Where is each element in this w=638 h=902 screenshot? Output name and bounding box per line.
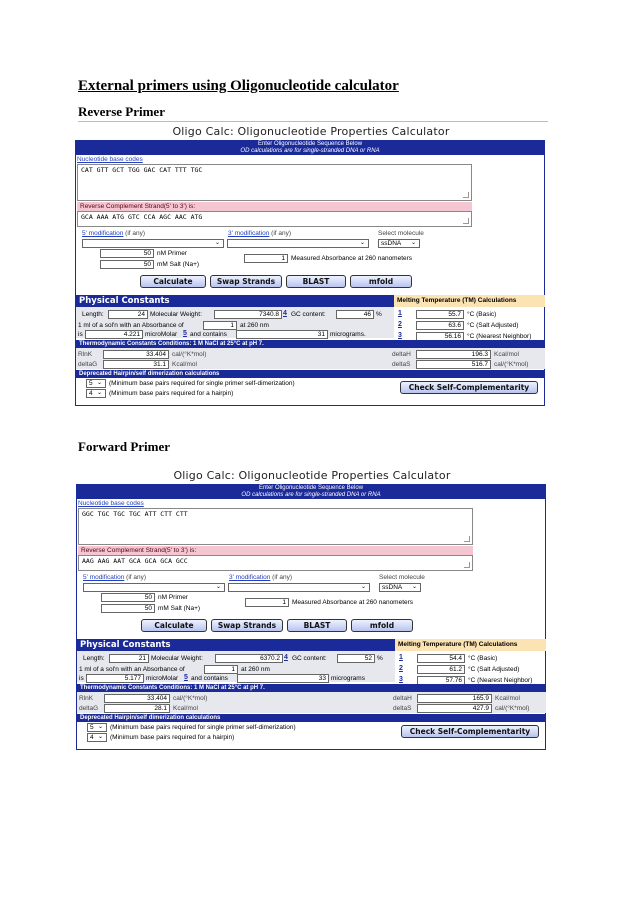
molecule-select[interactable] [379, 583, 421, 592]
primer-concentration-input[interactable]: 50 [100, 249, 154, 258]
hairpin-header: Deprecated Hairpin/self dimerization calculations [76, 370, 545, 378]
melting-temperature-header: Melting Temperature (TM) Calculations [395, 639, 546, 651]
tm-label: °C (Basic) [468, 655, 498, 662]
three-prime-modification-select[interactable] [227, 239, 369, 248]
molecule-value: ssDNA [381, 240, 402, 247]
micrograms-value: 31 [236, 330, 328, 339]
tm-note-link[interactable]: 1 [399, 654, 403, 661]
tm-value: 57.76 [417, 676, 465, 685]
micromolar-label: microMolar [145, 331, 178, 338]
sequence-input[interactable]: CAT GTT GCT TGG GAC CAT TTT TGC [77, 164, 472, 201]
five-prime-modification-link[interactable]: 5' modification [82, 230, 124, 237]
chevron-down-icon: ⌄ [96, 380, 102, 386]
note-5-link[interactable]: 5 [184, 674, 188, 681]
and-contains-label: and contains [190, 331, 227, 338]
enter-line-2: OD calculations are for single-stranded DNA or RNA [240, 148, 380, 154]
if-any-5: (if any) [126, 574, 147, 581]
primer-unit-label: nM Primer [157, 250, 187, 257]
chevron-down-icon: ⌄ [214, 240, 220, 246]
note-5-link[interactable]: 5 [183, 330, 187, 337]
min-self-dimer-select[interactable] [86, 379, 106, 388]
deltas-value: 427.9 [417, 704, 492, 713]
tm-value: 55.7 [416, 310, 464, 319]
section-divider [78, 121, 548, 122]
sequence-input[interactable]: GGC TGC TGC TGC ATT CTT CTT [78, 508, 473, 545]
reverse-complement-label: Reverse Complement Strand(5' to 3') is: [77, 202, 472, 211]
note-4-link[interactable]: 4 [283, 310, 287, 317]
deltag-unit: Kcal/mol [173, 705, 198, 712]
tm-label: °C (Basic) [467, 311, 497, 318]
check-self-complementarity-button[interactable]: Check Self-Complementarity [401, 725, 539, 738]
tm-value: 54.4 [417, 654, 465, 663]
deltas-label: deltaS [392, 361, 411, 368]
if-any-5: (if any) [125, 230, 146, 237]
nucleotide-base-codes-link[interactable]: Nucleotide base codes [77, 156, 143, 163]
chevron-down-icon: ⌄ [96, 390, 102, 396]
chevron-down-icon: ⌄ [215, 584, 221, 590]
min-hairpin-value: 4 [89, 390, 93, 397]
micromolar-value: 5.177 [86, 674, 144, 683]
tm-note-link[interactable]: 3 [399, 676, 403, 683]
gc-content-value: 46 [336, 310, 374, 319]
molecule-select[interactable] [378, 239, 420, 248]
molecular-weight-value: 6370.2 [215, 654, 283, 663]
absorbance-sentence-label: 1 ml of a sol'n with an Absorbance of [79, 666, 185, 673]
tm-value: 56.16 [416, 332, 464, 341]
at-260-label: at 260 nm [241, 666, 270, 673]
rlnk-label: RlnK [79, 695, 94, 702]
calculator-frame [76, 484, 546, 750]
rlnk-unit: cal/(°K*mol) [172, 351, 207, 358]
molecular-weight-label: Molecular Weight: [150, 311, 202, 318]
min-hairpin-select[interactable] [87, 733, 107, 742]
tm-label: °C (Salt Adjusted) [467, 322, 519, 329]
enter-line-1: Enter Oligonucleotide Sequence Below [258, 485, 364, 491]
micrograms-value: 33 [237, 674, 329, 683]
salt-unit-label: mM Salt (Na+) [158, 605, 201, 612]
calculate-button[interactable]: Calculate [141, 619, 207, 632]
min-self-value: 5 [90, 724, 94, 731]
salt-concentration-input[interactable]: 50 [100, 260, 154, 269]
tm-note-link[interactable]: 3 [398, 332, 402, 339]
chevron-down-icon: ⌄ [411, 584, 417, 590]
deltah-value: 196.3 [416, 350, 491, 359]
primer-unit-label: nM Primer [158, 594, 188, 601]
select-molecule-label: Select molecule [379, 574, 425, 581]
chevron-down-icon: ⌄ [97, 724, 103, 730]
chevron-down-icon: ⌄ [410, 240, 416, 246]
thermodynamic-header: Thermodynamic Constants Conditions: 1 M NaCl at 25°C at pH 7. [77, 684, 546, 692]
rlnk-value: 33.404 [104, 694, 170, 703]
physical-constants-header: Physical Constants [76, 295, 394, 307]
reverse-complement-output: GCA AAA ATG GTC CCA AGC AAC ATG [77, 211, 472, 227]
swap-strands-button[interactable]: Swap Strands [211, 619, 283, 632]
min-hairpin-value: 4 [90, 734, 94, 741]
five-prime-modification-link[interactable]: 5' modification [83, 574, 125, 581]
is-label: is [79, 675, 84, 682]
tm-note-link[interactable]: 1 [398, 310, 402, 317]
deltah-label: deltaH [392, 351, 411, 358]
deltas-value: 516.7 [416, 360, 491, 369]
gc-content-label: GC content: [292, 655, 327, 662]
absorbance-label: Measured Absorbance at 260 nanometers [292, 599, 414, 606]
if-any-3: (if any) [272, 574, 293, 581]
blast-button[interactable]: BLAST [286, 275, 346, 288]
tm-note-link[interactable]: 2 [398, 321, 402, 328]
chevron-down-icon: ⌄ [359, 240, 365, 246]
molecular-weight-value: 7340.8 [214, 310, 282, 319]
three-prime-modification-select[interactable] [228, 583, 370, 592]
deltag-label: deltaG [79, 705, 99, 712]
length-value: 21 [109, 654, 149, 663]
deltas-unit: cal/(°K*mol) [495, 705, 530, 712]
deltag-label: deltaG [78, 361, 98, 368]
three-prime-modification-link[interactable]: 3' modification [228, 230, 270, 237]
deltah-unit: Kcal/mol [494, 351, 519, 358]
check-self-complementarity-button[interactable]: Check Self-Complementarity [400, 381, 538, 394]
deltas-unit: cal/(°K*mol) [494, 361, 529, 368]
molecular-weight-label: Molecular Weight: [151, 655, 203, 662]
section-label: Reverse Primer [78, 104, 165, 119]
melting-temperature-header: Melting Temperature (TM) Calculations [394, 295, 545, 307]
enter-line-2: OD calculations are for single-stranded DNA or RNA [241, 492, 381, 498]
physical-constants-header: Physical Constants [77, 639, 395, 651]
deltah-unit: Kcal/mol [495, 695, 520, 702]
thermodynamic-header: Thermodynamic Constants Conditions: 1 M NaCl at 25°C at pH 7. [76, 340, 545, 348]
oligo-calculator-panel [75, 126, 547, 408]
enter-line-1: Enter Oligonucleotide Sequence Below [257, 141, 363, 147]
hairpin-header: Deprecated Hairpin/self dimerization calculations [77, 714, 546, 722]
gc-unit: % [377, 655, 383, 662]
enter-sequence-header [76, 141, 544, 155]
app-title: Oligo Calc: Oligonucleotide Properties Calculator [173, 469, 451, 482]
deltas-label: deltaS [393, 705, 412, 712]
min-self-dimer-select[interactable] [87, 723, 107, 732]
min-self-value: 5 [89, 380, 93, 387]
deltah-value: 165.9 [417, 694, 492, 703]
calculator-frame [75, 140, 545, 406]
salt-unit-label: mM Salt (Na+) [157, 261, 200, 268]
is-label: is [78, 331, 83, 338]
app-title: Oligo Calc: Oligonucleotide Properties Calculator [172, 125, 450, 138]
mfold-button[interactable]: mfold [350, 275, 412, 288]
enter-sequence-header [77, 485, 545, 499]
min-hairpin-select[interactable] [86, 389, 106, 398]
deltag-value: 28.1 [104, 704, 170, 713]
and-contains-label: and contains [191, 675, 228, 682]
chevron-down-icon: ⌄ [360, 584, 366, 590]
micrograms-label: micrograms. [330, 331, 366, 338]
tm-value: 61.2 [417, 665, 465, 674]
micromolar-label: microMolar [146, 675, 179, 682]
gc-unit: % [376, 311, 382, 318]
nucleotide-base-codes-link[interactable]: Nucleotide base codes [78, 500, 144, 507]
blast-button[interactable]: BLAST [287, 619, 347, 632]
section-label: Forward Primer [78, 439, 171, 454]
min-hairpin-label: (Minimum base pairs required for a hairpin) [110, 734, 235, 741]
gc-content-label: GC content: [291, 311, 326, 318]
five-prime-modification-select[interactable] [83, 583, 225, 592]
absorbance-input[interactable]: 1 [244, 254, 288, 263]
tm-note-link[interactable]: 2 [399, 665, 403, 672]
micrograms-label: micrograms [331, 675, 365, 682]
micromolar-value: 4.221 [85, 330, 143, 339]
five-prime-modification-select[interactable] [82, 239, 224, 248]
select-molecule-label: Select molecule [378, 230, 424, 237]
at-260-label: at 260 nm [240, 322, 269, 329]
chevron-down-icon: ⌄ [97, 734, 103, 740]
tm-value: 63.6 [416, 321, 464, 330]
absorbance-sentence-label: 1 ml of a sol'n with an Absorbance of [78, 322, 184, 329]
absorbance-label: Measured Absorbance at 260 nanometers [291, 255, 413, 262]
deltag-value: 31.1 [103, 360, 169, 369]
if-any-3: (if any) [271, 230, 292, 237]
min-self-dimer-label: (Minimum base pairs required for single primer self-dimerization) [110, 724, 296, 731]
molecule-value: ssDNA [382, 584, 403, 591]
tm-label: °C (Nearest Neighbor) [468, 677, 533, 684]
rlnk-unit: cal/(°K*mol) [173, 695, 208, 702]
min-hairpin-label: (Minimum base pairs required for a hairpin) [109, 390, 234, 397]
tm-label: °C (Nearest Neighbor) [467, 333, 532, 340]
salt-concentration-input[interactable]: 50 [101, 604, 155, 613]
absorbance-input[interactable]: 1 [245, 598, 289, 607]
length-label: Length: [82, 311, 104, 318]
swap-strands-button[interactable]: Swap Strands [210, 275, 282, 288]
absorbance-sentence-value: 1 [203, 321, 237, 330]
reverse-complement-output: AAG AAG AAT GCA GCA GCA GCC [78, 555, 473, 571]
reverse-complement-label: Reverse Complement Strand(5' to 3') is: [78, 546, 473, 555]
mfold-button[interactable]: mfold [351, 619, 413, 632]
tm-label: °C (Salt Adjusted) [468, 666, 520, 673]
note-4-link[interactable]: 4 [284, 654, 288, 661]
oligo-calculator-panel [76, 470, 548, 752]
rlnk-label: RlnK [78, 351, 93, 358]
calculate-button[interactable]: Calculate [140, 275, 206, 288]
min-self-dimer-label: (Minimum base pairs required for single primer self-dimerization) [109, 380, 295, 387]
three-prime-modification-link[interactable]: 3' modification [229, 574, 271, 581]
length-value: 24 [108, 310, 148, 319]
deltah-label: deltaH [393, 695, 412, 702]
primer-concentration-input[interactable]: 50 [101, 593, 155, 602]
gc-content-value: 52 [337, 654, 375, 663]
document-heading: External primers using Oligonucleotide calculator [78, 78, 399, 94]
rlnk-value: 33.404 [103, 350, 169, 359]
absorbance-sentence-value: 1 [204, 665, 238, 674]
length-label: Length: [83, 655, 105, 662]
deltag-unit: Kcal/mol [172, 361, 197, 368]
